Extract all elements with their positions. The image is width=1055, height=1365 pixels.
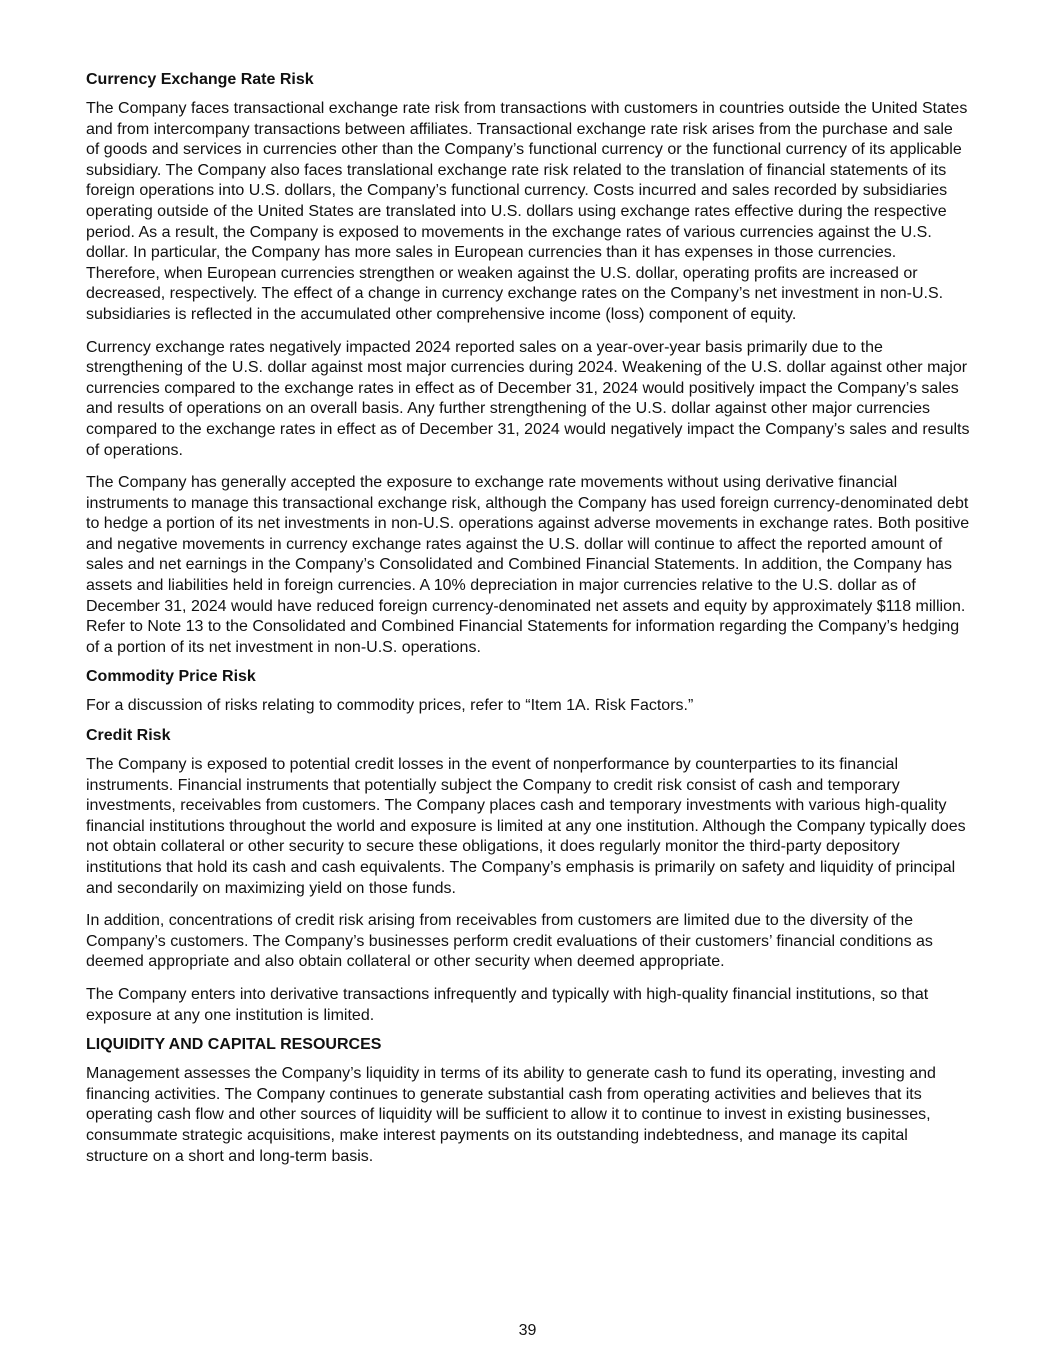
paragraph: For a discussion of risks relating to commodity prices, refer to “Item 1A. Risk Factors.” [86, 697, 694, 715]
paragraph: The Company enters into derivative transactions infrequently and typically with high-quality financial institutions, so that exposure at any one institution is limited. [86, 985, 929, 1024]
section-currency-exchange-rate-risk [86, 70, 970, 658]
document-page [86, 70, 970, 1179]
section-heading: Commodity Price Risk [86, 668, 256, 686]
paragraph: The Company is exposed to potential credit losses in the event of nonperformance by counterparties to its financial instruments. Financial instruments that potentially subject the Company to credit risk consist of cash and temporary investments, receivables from customers. The Company places cash and temporary investments with various high-quality financial institutions throughout the world and exposure is limited at any one institution. Although the Company typically does not obtain collateral or other security to secure these obligations, it does regularly monitor the third-party depository institutions that hold its cash and cash equivalents. The Company’s emphasis is primarily on safety and liquidity of principal and secondarily on maximizing yield on those funds. [86, 756, 966, 897]
paragraph: The Company faces transactional exchange rate risk from transactions with customers in countries outside the United States and from intercompany transactions between affiliates. Transactional exchange rate risk arises from the purchase and sale of goods and services in currencies other than the Company’s functional currency or the functional currency of its applicable subsidiary. The Company also faces translational exchange rate risk related to the translation of financial statements of its foreign operations into U.S. dollars, the Company’s functional currency. Costs incurred and sales recorded by subsidiaries operating outside of the United States are translated into U.S. dollars using exchange rates effective during the respective period. As a result, the Company is exposed to movements in the exchange rates of various currencies against the U.S. dollar. In particular, the Company has more sales in European currencies than it has expenses in those currencies. Therefore, when European currencies strengthen or weaken against the U.S. dollar, operating profits are increased or decreased, respectively. The effect of a change in currency exchange rates on the Company’s net investment in non-U.S. subsidiaries is reflected in the accumulated other comprehensive income (loss) component of equity. [86, 100, 968, 323]
section-credit-risk [86, 726, 970, 1026]
section-heading: Credit Risk [86, 727, 171, 745]
section-liquidity-and-capital-resources [86, 1035, 970, 1167]
section-commodity-price-risk [86, 667, 970, 717]
section-heading: Currency Exchange Rate Risk [86, 71, 314, 88]
section-heading: LIQUIDITY AND CAPITAL RESOURCES [86, 1036, 382, 1054]
paragraph: Currency exchange rates negatively impacted 2024 reported sales on a year-over-year basis primarily due to the strengthening of the U.S. dollar against most major currencies during 2024. Weakening of the U.S. dollar against other major currencies compared to the exchange rates in effect as of December 31, 2024 would positively impact the Company’s sales and results of operations on an overall basis. Any further strengthening of the U.S. dollar against other major currencies compared to the exchange rates in effect as of December 31, 2024 would negatively impact the Company’s sales and results of operations. [86, 338, 970, 459]
paragraph: In addition, concentrations of credit risk arising from receivables from customers are limited due to the diversity of the Company’s customers. The Company’s businesses perform credit evaluations of their customers’ financial conditions as deemed appropriate and also obtain collateral or other security when deemed appropriate. [86, 912, 933, 971]
paragraph: The Company has generally accepted the exposure to exchange rate movements without using derivative financial instruments to manage this transactional exchange risk, although the Company has used foreign currency-denominated debt to hedge a portion of its net investments in non-U.S. operations against adverse movements in exchange rates. Both positive and negative movements in currency exchange rates against the U.S. dollar will continue to affect the reported amount of sales and net earnings in the Company’s Consolidated and Combined Financial Statements. In addition, the Company has assets and liabilities held in foreign currencies. A 10% depreciation in major currencies relative to the U.S. dollar as of December 31, 2024 would have reduced foreign currency-denominated net assets and equity by approximately $118 million. Refer to Note 13 to the Consolidated and Combined Financial Statements for information regarding the Company’s hedging of a portion of its net investment in non-U.S. operations. [86, 474, 970, 656]
page-number: 39 [518, 1322, 537, 1339]
paragraph: Management assesses the Company’s liquidity in terms of its ability to generate cash to fund its operating, investing and financing activities. The Company continues to generate substantial cash from operating activities and believes that its operating cash flow and other sources of liquidity will be sufficient to allow it to continue to invest in existing businesses, consummate strategic acquisitions, make interest payments on its outstanding indebtedness, and manage its capital structure on a short and long-term basis. [86, 1065, 936, 1165]
